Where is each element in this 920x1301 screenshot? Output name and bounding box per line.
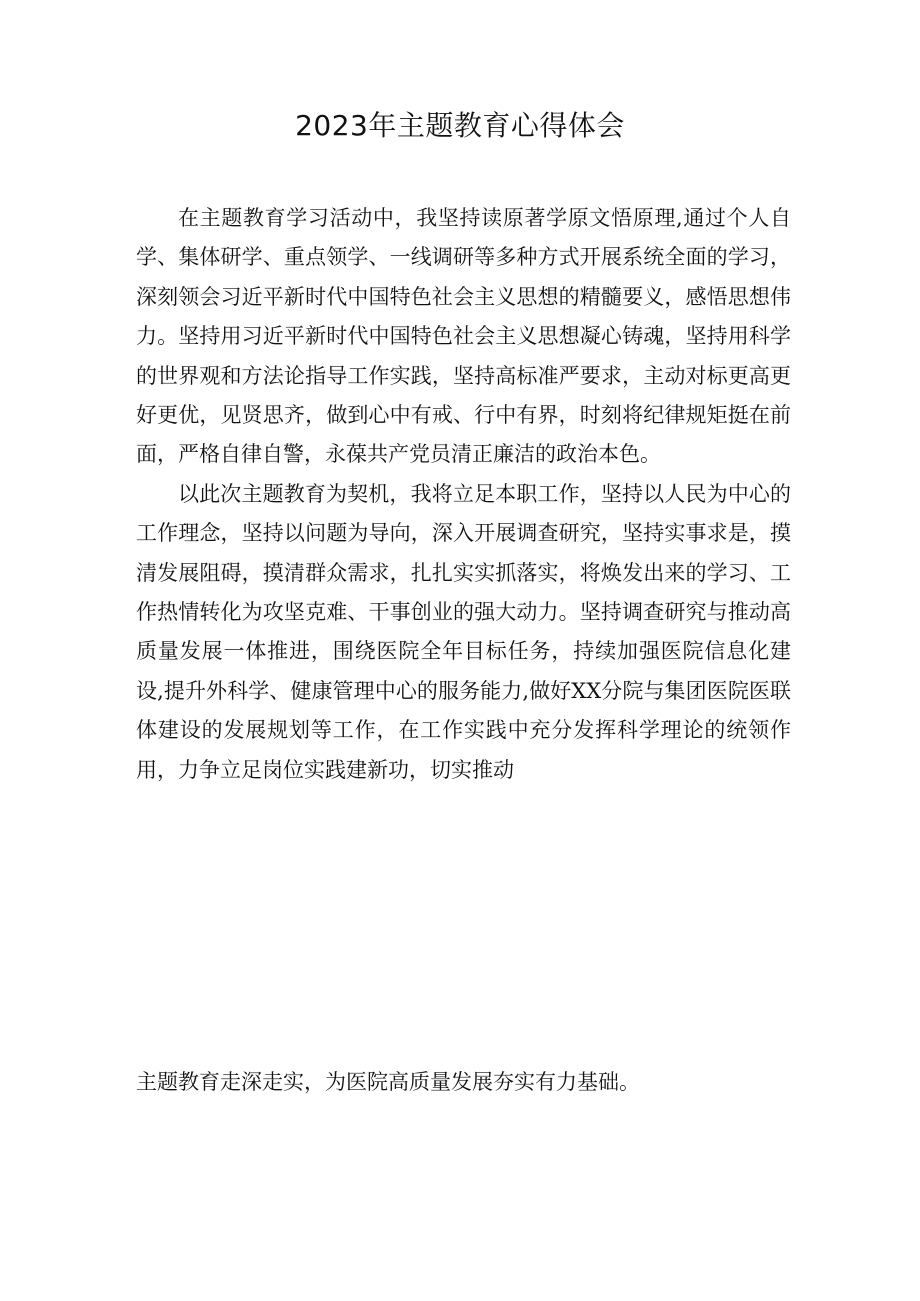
document-title: 2023年主题教育心得体会 (295, 109, 625, 142)
closing-line: 主题教育走深走实，为医院高质量发展夯实有力基础。 (136, 1070, 640, 1094)
paragraph-2: 以此次主题教育为契机，我将立足本职工作，坚持以人民为中心的工作理念，坚持以问题为导向，深入开展调查研究，坚持实事求是，摸清发展阻碍，摸清群众需求，扎扎实实抓落实，将焕发出来的学习、工作热情转化为攻坚克难、干事创业的强大动力。坚持调查研究与推动高质量发展一体推进，围绕医院全年目标任务，持续加强医院信息化建设,提升外科学、健康管理中心的服务能力,做好XX分院与集团医院医联体建设的发展规划等工作，在工作实践中充分发挥科学理论的统领作用，力争立足岗位实践建新功，切实推动 (136, 481, 791, 782)
paragraph-1: 在主题教育学习活动中，我坚持读原著学原文悟原理,通过个人自学、集体研学、重点领学、一线调研等多种方式开展系统全面的学习，深刻领会习近平新时代中国特色社会主义思想的精髓要义，感悟思想伟力。坚持用习近平新时代中国特色社会主义思想凝心铸魂，坚持用科学的世界观和方法论指导工作实践，坚持高标准严要求，主动对标更高更好更优，见贤思齐，做到心中有戒、行中有界，时刻将纪律规矩挺在前面，严格自律自警，永葆共产党员清正廉洁的政治本色。 (136, 206, 791, 467)
document-body (136, 199, 791, 790)
